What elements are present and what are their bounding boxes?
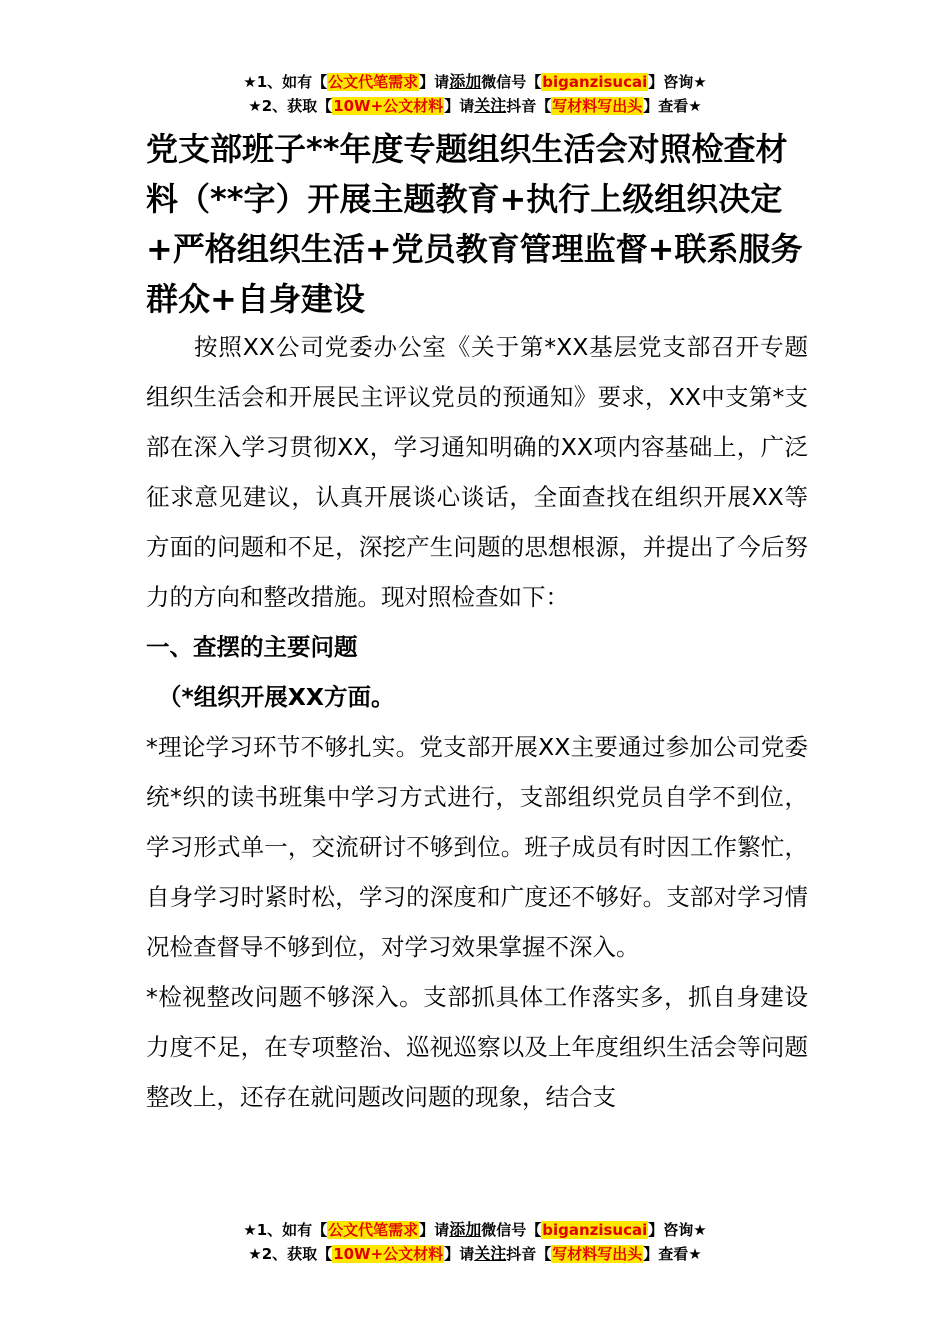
section-heading: 一、查摆的主要问题 [146,633,358,661]
promo-banner-bottom [0,1218,950,1266]
underlined-add: 添加 [449,1220,482,1239]
highlight-douyin-id: 写材料写出头 [552,97,643,115]
highlight-wechat-id: biganzisucai [542,73,648,91]
underlined-add: 添加 [449,72,482,91]
highlight-wechat-id: biganzisucai [542,1221,648,1239]
body-paragraph: *理论学习环节不够扎实。党支部开展XX主要通过参加公司党委统*织的读书班集中学习方式进行，支部组织党员自学不到位，学习形式单一，交流研讨不够到位。班子成员有时因工作繁忙，自身学习时紧时松，学习的深度和广度还不够好。支部对学习情况检查督导不够到位，对学习效果掌握不深入。 [146,733,808,961]
promo-line-1: ★1、如有【公文代笔需求】请添加微信号【biganzisucai】咨询★ [243,72,707,91]
highlight-service: 公文代笔需求 [328,1221,419,1239]
highlight-materials: 10W+公文材料 [333,97,444,115]
highlight-douyin-id: 写材料写出头 [552,1245,643,1263]
promo-line-2: ★2、获取【10W+公文材料】请关注抖音【写材料写出头】查看★ [248,1244,702,1263]
promo-banner-top [0,70,950,118]
subsection-heading: （*组织开展XX方面。 [158,683,395,711]
underlined-follow: 关注 [474,1244,507,1263]
underlined-follow: 关注 [474,96,507,115]
body-paragraph: *检视整改问题不够深入。支部抓具体工作落实多，抓自身建设力度不足，在专项整治、巡视巡察以及上年度组织生活会等问题整改上，还存在就问题改问题的现象，结合支 [146,983,808,1111]
promo-line-2: ★2、获取【10W+公文材料】请关注抖音【写材料写出头】查看★ [248,96,702,115]
highlight-service: 公文代笔需求 [328,73,419,91]
document-body [146,322,808,1122]
promo-line-1: ★1、如有【公文代笔需求】请添加微信号【biganzisucai】咨询★ [243,1220,707,1239]
highlight-materials: 10W+公文材料 [333,1245,444,1263]
intro-paragraph: 按照XX公司党委办公室《关于第*XX基层党支部召开专题组织生活会和开展民主评议党员的预通知》要求，XX中支第*支部在深入学习贯彻XX，学习通知明确的XX项内容基础上，广泛征求意见建议，认真开展谈心谈话，全面查找在组织开展XX等方面的问题和不足，深挖产生问题的思想根源，并提出了今后努力的方向和整改措施。现对照检查如下： [146,333,808,611]
document-title: 党支部班子**年度专题组织生活会对照检查材料（**字）开展主题教育+执行上级组织决定+严格组织生活+党员教育管理监督+联系服务群众+自身建设 [146,130,803,318]
